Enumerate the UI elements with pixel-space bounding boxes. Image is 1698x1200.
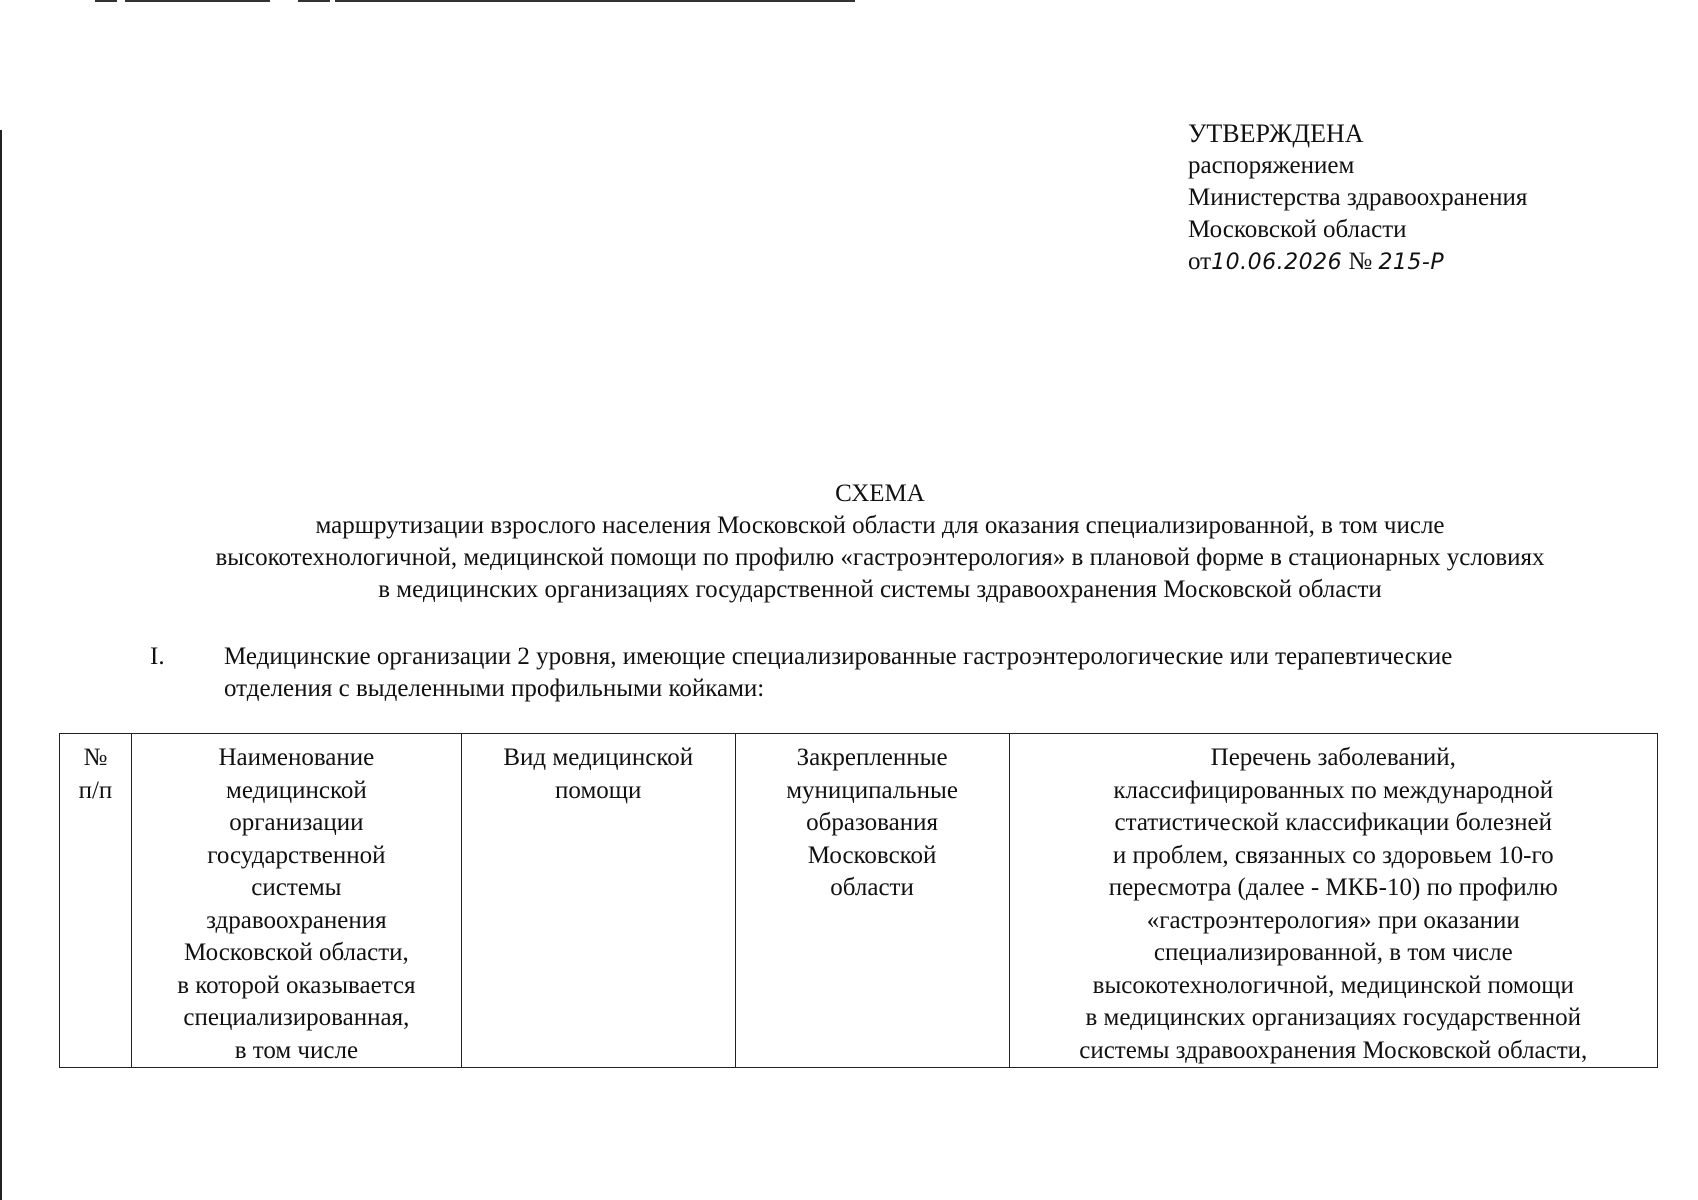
document-heading bbox=[100, 478, 1660, 606]
scan-edge-top bbox=[0, 0, 850, 3]
routing-table bbox=[59, 733, 1658, 1068]
approval-number-sign: № bbox=[1348, 248, 1373, 275]
heading-line-3: в медицинских организациях государственной системы здравоохранения Московской области bbox=[378, 576, 1382, 603]
header-cell-municipalities: Закрепленные муниципальные образования Московской области bbox=[735, 734, 1009, 1068]
approval-date-line bbox=[1188, 246, 1527, 279]
approval-line-2: Министерства здравоохранения bbox=[1188, 184, 1528, 211]
approval-stamp-block bbox=[1188, 118, 1527, 279]
header-cell-organization: Наименование медицинской организации государственной системы здравоохранения Московской области, в которой оказывается специализированная, в том числе bbox=[131, 734, 461, 1068]
scan-edge-left bbox=[0, 130, 2, 1200]
section-heading bbox=[150, 641, 1630, 705]
header-cell-number: № п/п bbox=[60, 734, 132, 1068]
header-cell-diseases: Перечень заболеваний, классифицированных по международной статистической классификации болезней и проблем, связанных со здоровьем 10-го пересмотра (далее - МКБ-10) по профилю «гастроэнтерология» при оказании специализированной, в том числе высокотехнологичной, медицинской помощи в медицинских организациях государственной системы здравоохранения Московской области, bbox=[1009, 734, 1657, 1068]
section-line-1: Медицинские организации 2 уровня, имеющие специализированные гастроэнтерологические или терапевтические bbox=[224, 643, 1453, 670]
document-title: СХЕМА bbox=[835, 480, 925, 507]
section-number: I. bbox=[150, 643, 165, 670]
header-cell-care-type: Вид медицинской помощи bbox=[461, 734, 735, 1068]
approval-date-prefix: от bbox=[1188, 248, 1212, 275]
heading-line-1: маршрутизации взрослого населения Московской области для оказания специализированной, в том числе bbox=[315, 512, 1445, 539]
approval-number-handwritten: 215-Р bbox=[1378, 250, 1445, 275]
approval-date-handwritten: 10.06.2026 bbox=[1211, 250, 1343, 275]
approval-title: УТВЕРЖДЕНА bbox=[1188, 119, 1364, 148]
approval-line-1: распоряжением bbox=[1188, 152, 1355, 179]
heading-line-2: высокотехнологичной, медицинской помощи по профилю «гастроэнтерология» в плановой форме в стационарных условиях bbox=[215, 544, 1545, 571]
table-header-row bbox=[60, 734, 1658, 1068]
section-line-2: отделения с выделенными профильными койками: bbox=[224, 675, 765, 702]
approval-line-3: Московской области bbox=[1188, 216, 1407, 243]
